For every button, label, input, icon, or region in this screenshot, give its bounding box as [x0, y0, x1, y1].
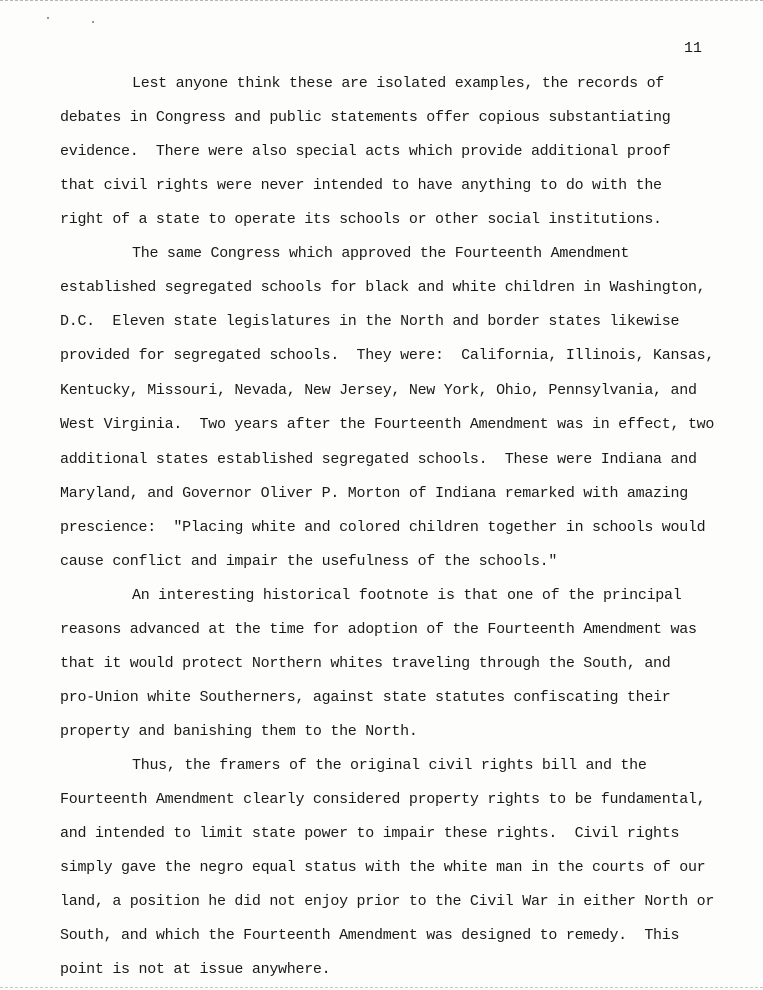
text-line: that it would protect Northern whites traveling through the South, and [60, 655, 671, 672]
text-line: that civil rights were never intended to have anything to do with the [60, 177, 662, 194]
text-line: The same Congress which approved the Fourteenth Amendment [132, 245, 630, 262]
text-line: point is not at issue anywhere. [60, 961, 331, 978]
text-line: pro-Union white Southerners, against state statutes confiscating their [60, 689, 671, 706]
text-line: An interesting historical footnote is that one of the principal [132, 587, 682, 604]
text-line: West Virginia. Two years after the Fourteenth Amendment was in effect, two [60, 416, 715, 433]
text-line: Thus, the framers of the original civil rights bill and the [132, 757, 647, 774]
text-line: reasons advanced at the time for adoption of the Fourteenth Amendment was [60, 621, 697, 638]
text-line: Fourteenth Amendment clearly considered property rights to be fundamental, [60, 791, 706, 808]
text-line: right of a state to operate its schools or other social institutions. [60, 211, 662, 228]
text-line: established segregated schools for black and white children in Washington, [60, 279, 706, 296]
scan-top-edge [0, 0, 763, 1]
text-line: Kentucky, Missouri, Nevada, New Jersey, New York, Ohio, Pennsylvania, and [60, 382, 697, 399]
text-line: South, and which the Fourteenth Amendment was designed to remedy. This [60, 927, 680, 944]
text-line: land, a position he did not enjoy prior to the Civil War in either North or [60, 893, 715, 910]
text-line: cause conflict and impair the usefulness of the schools." [60, 553, 558, 570]
text-line: evidence. There were also special acts which provide additional proof [60, 143, 671, 160]
text-line: simply gave the negro equal status with the white man in the courts of our [60, 859, 706, 876]
text-line: additional states established segregated schools. These were Indiana and [60, 451, 697, 468]
text-line: property and banishing them to the North. [60, 723, 418, 740]
scan-speck [92, 21, 94, 23]
page-number: 11 [684, 40, 703, 57]
text-line: provided for segregated schools. They were: California, Illinois, Kansas, [60, 347, 715, 364]
text-line: Maryland, and Governor Oliver P. Morton of Indiana remarked with amazing [60, 485, 688, 502]
text-line: and intended to limit state power to impair these rights. Civil rights [60, 825, 680, 842]
scan-bottom-edge [0, 987, 763, 988]
text-line: debates in Congress and public statements offer copious substantiating [60, 109, 671, 126]
text-line: prescience: "Placing white and colored children together in schools would [60, 519, 706, 536]
text-line: D.C. Eleven state legislatures in the North and border states likewise [60, 313, 680, 330]
scan-speck [47, 17, 49, 19]
text-line: Lest anyone think these are isolated examples, the records of [132, 75, 665, 92]
